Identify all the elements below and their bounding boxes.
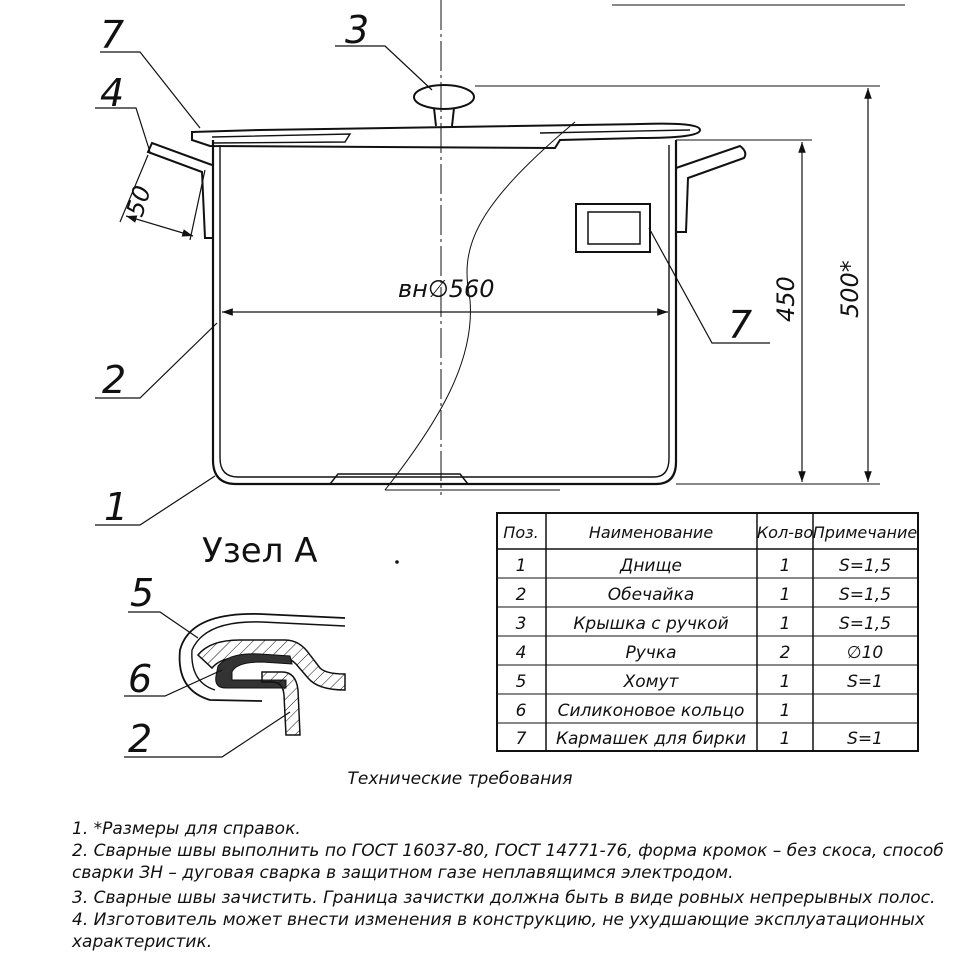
table-header-note: Примечание <box>812 523 918 542</box>
table-row <box>516 585 891 605</box>
svg-text:5: 5 <box>515 672 527 692</box>
svg-text:S=1,5: S=1,5 <box>838 556 892 576</box>
svg-text:6: 6 <box>515 701 527 721</box>
table-row <box>516 701 791 721</box>
table-header-name: Наименование <box>588 523 714 542</box>
callout-2 <box>95 323 217 402</box>
svg-text:2: 2 <box>779 643 791 663</box>
svg-text:Днище: Днище <box>620 556 682 576</box>
table-row <box>516 729 883 749</box>
svg-text:7: 7 <box>100 13 125 57</box>
svg-text:2: 2 <box>102 358 127 402</box>
callout-1 <box>95 476 215 529</box>
detail-callout-2 <box>124 712 290 761</box>
tag-pocket <box>576 204 650 252</box>
svg-text:S=1: S=1 <box>847 672 883 692</box>
svg-text:1: 1 <box>779 614 791 634</box>
tech-requirement-line: характеристик. <box>72 932 213 952</box>
svg-text:1: 1 <box>779 672 791 692</box>
tech-requirement-line: сварки ЗН – дуговая сварка в защитном газе неплавящимся электродом. <box>72 863 734 883</box>
table-row <box>516 614 891 634</box>
svg-text:1: 1 <box>779 701 791 721</box>
callout-7 <box>649 228 770 347</box>
svg-text:Силиконовое кольцо: Силиконовое кольцо <box>557 701 745 721</box>
svg-text:1: 1 <box>104 485 129 529</box>
table-header-qty: Кол-во <box>756 523 814 542</box>
left-handle <box>148 143 213 238</box>
svg-text:2: 2 <box>128 717 153 761</box>
svg-text:Кармашек для бирки: Кармашек для бирки <box>555 729 747 749</box>
detail-dot <box>395 560 399 564</box>
table-row <box>516 556 891 576</box>
svg-text:5: 5 <box>130 571 155 615</box>
diameter-dimension: вн∅560 <box>398 275 495 303</box>
table-row <box>516 672 883 692</box>
lid-knob <box>414 85 474 126</box>
detail-title: Узел А <box>202 531 318 571</box>
svg-text:Обечайка: Обечайка <box>607 585 695 605</box>
pot-body <box>213 140 676 490</box>
svg-text:4: 4 <box>515 643 527 663</box>
svg-text:1: 1 <box>779 729 791 749</box>
handle-dimension-arrow <box>126 216 193 236</box>
body-height-dimension: 450 <box>772 276 800 322</box>
callout-3 <box>335 8 432 90</box>
svg-text:4: 4 <box>100 71 125 115</box>
svg-text:Крышка с ручкой: Крышка с ручкой <box>573 614 729 634</box>
svg-text:2: 2 <box>515 585 527 605</box>
tech-requirements-title: Технические требования <box>347 769 573 789</box>
svg-text:3: 3 <box>515 614 527 634</box>
tech-requirement-line: 4. Изготовитель может внести изменения в конструкцию, не ухудшающие эксплуатационных <box>72 910 925 930</box>
parts-table <box>497 513 918 751</box>
svg-text:1: 1 <box>779 585 791 605</box>
svg-text:7: 7 <box>515 729 527 749</box>
svg-text:S=1: S=1 <box>847 729 883 749</box>
table-row <box>516 643 884 663</box>
callout-4 <box>95 71 150 152</box>
right-handle <box>676 146 745 232</box>
svg-text:1: 1 <box>515 556 527 576</box>
svg-text:S=1,5: S=1,5 <box>838 585 892 605</box>
tech-requirement-line: 3. Сварные швы зачистить. Граница зачистки должна быть в виде ровных непрерывных полос. <box>72 888 936 908</box>
svg-text:S=1,5: S=1,5 <box>838 614 892 634</box>
section-break-line <box>385 122 575 490</box>
lid <box>192 124 700 148</box>
svg-text:3: 3 <box>345 8 370 52</box>
svg-text:∅10: ∅10 <box>846 643 884 663</box>
svg-text:Ручка: Ручка <box>625 643 677 663</box>
handle-dimension: 50 <box>120 182 157 220</box>
tech-requirement-line: 1. *Размеры для справок. <box>72 819 301 839</box>
detail-view <box>180 614 345 735</box>
total-height-dimension: 500* <box>836 260 864 318</box>
svg-text:Хомут: Хомут <box>623 672 679 692</box>
svg-text:7: 7 <box>728 303 753 347</box>
svg-text:1: 1 <box>779 556 791 576</box>
detail-callout-5 <box>128 571 198 638</box>
svg-text:6: 6 <box>128 657 153 701</box>
tech-requirement-line: 2. Сварные швы выполнить по ГОСТ 16037-80, ГОСТ 14771-76, форма кромок – без скоса, способ <box>72 841 944 861</box>
table-header-pos: Поз. <box>503 523 539 542</box>
